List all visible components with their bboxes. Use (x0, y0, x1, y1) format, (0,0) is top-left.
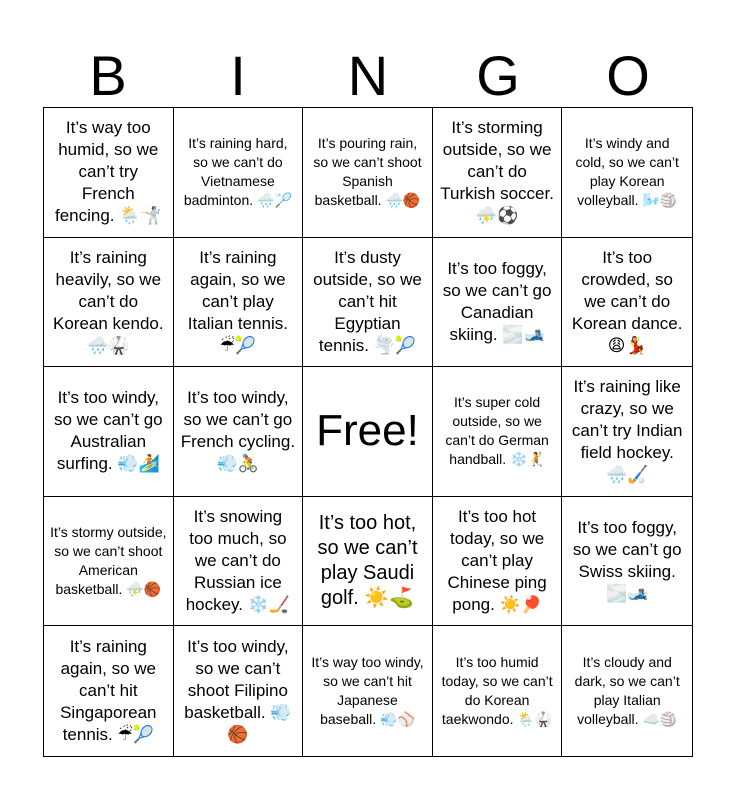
bingo-cell[interactable] (562, 238, 692, 368)
cell-text: It’s too foggy, so we can’t go Swiss skiing. 🌫️🎿 (572, 518, 682, 604)
cell-text: It’s too crowded, so we can’t do Korean dance. 😩💃 (571, 247, 683, 355)
cell-text: It’s way too windy, so we can’t hit Japanese baseball. 💨⚾ (311, 654, 424, 728)
bingo-cell[interactable] (562, 497, 692, 627)
bingo-cell[interactable] (44, 367, 174, 497)
bingo-cell[interactable] (174, 238, 304, 368)
free-space-text: Free! (316, 406, 419, 456)
header-letter-b: B (89, 44, 127, 107)
bingo-cell[interactable] (44, 238, 174, 368)
bingo-header (43, 45, 693, 107)
cell-text: It’s too windy, so we can’t shoot Filipino basketball. 💨🏀 (184, 637, 292, 745)
bingo-cell[interactable] (303, 626, 433, 756)
cell-text: It’s too foggy, so we can’t go Canadian skiing. 🌫️🎿 (442, 258, 552, 344)
cell-text: It’s stormy outside, so we can’t shoot American basketball. ⛈️🏀 (50, 524, 167, 598)
bingo-cell[interactable] (562, 367, 692, 497)
cell-text: It’s cloudy and dark, so we can’t play Italian volleyball. ☁️🏐 (574, 654, 680, 728)
bingo-cell[interactable] (174, 497, 304, 627)
bingo-grid (43, 107, 693, 757)
header-letter-g: G (476, 44, 520, 107)
bingo-cell[interactable] (174, 108, 304, 238)
bingo-cell[interactable] (44, 108, 174, 238)
cell-text: It’s too humid today, so we can’t do Korean taekwondo. 🌦️🥋 (441, 654, 553, 728)
cell-text: It’s dusty outside, so we can’t hit Egyptian tennis. 🌪️🎾 (313, 247, 422, 355)
bingo-cell[interactable] (174, 626, 304, 756)
bingo-cell[interactable] (433, 626, 563, 756)
bingo-cell[interactable] (174, 367, 304, 497)
cell-text: It’s windy and cold, so we can’t play Korean volleyball. 🌬️🏐 (575, 135, 679, 209)
cell-text: It’s too hot today, so we can’t play Chinese ping pong. ☀️🏓 (447, 507, 547, 615)
cell-text: It’s snowing too much, so we can’t do Russian ice hockey. ❄️🏒 (185, 507, 291, 615)
cell-text: It’s raining hard, so we can’t do Vietnamese badminton. 🌧️🏸 (183, 135, 292, 209)
header-letter-o: O (606, 44, 650, 107)
bingo-cell[interactable] (433, 238, 563, 368)
free-space-cell[interactable] (303, 367, 433, 497)
bingo-cell[interactable] (433, 367, 563, 497)
bingo-cell[interactable] (44, 626, 174, 756)
bingo-cell[interactable] (433, 108, 563, 238)
header-letter-n: N (347, 44, 389, 107)
cell-text: It’s way too humid, so we can’t try French fencing. 🌦️🤺 (54, 118, 162, 226)
cell-text: It’s raining again, so we can’t play Italian tennis. ☔🎾 (187, 247, 288, 355)
header-letter-i: I (230, 44, 246, 107)
cell-text: It’s too hot, so we can’t play Saudi golf. ☀️⛳ (317, 512, 418, 610)
bingo-cell[interactable] (303, 108, 433, 238)
cell-text: It’s raining like crazy, so we can’t try Indian field hockey. 🌧️🏑 (571, 377, 683, 485)
cell-text: It’s raining again, so we can’t hit Singaporean tennis. ☔🎾 (60, 637, 157, 745)
bingo-cell[interactable] (44, 497, 174, 627)
cell-text: It’s raining heavily, so we can’t do Korean kendo. 🌧️🥋 (53, 247, 164, 355)
cell-text: It’s too windy, so we can’t go French cycling. 💨🚴 (180, 388, 296, 474)
bingo-cell[interactable] (562, 108, 692, 238)
bingo-cell[interactable] (433, 497, 563, 627)
cell-text: It’s storming outside, so we can’t do Turkish soccer. ⛈️⚽ (440, 118, 554, 226)
cell-text: It’s pouring rain, so we can’t shoot Spanish basketball. 🌧️🏀 (313, 135, 422, 209)
bingo-cell[interactable] (562, 626, 692, 756)
cell-text: It’s too windy, so we can’t go Australian surfing. 💨🏄 (53, 388, 163, 474)
bingo-cell[interactable] (303, 497, 433, 627)
cell-text: It’s super cold outside, so we can’t do German handball. ❄️🤾 (445, 394, 549, 468)
bingo-cell[interactable] (303, 238, 433, 368)
